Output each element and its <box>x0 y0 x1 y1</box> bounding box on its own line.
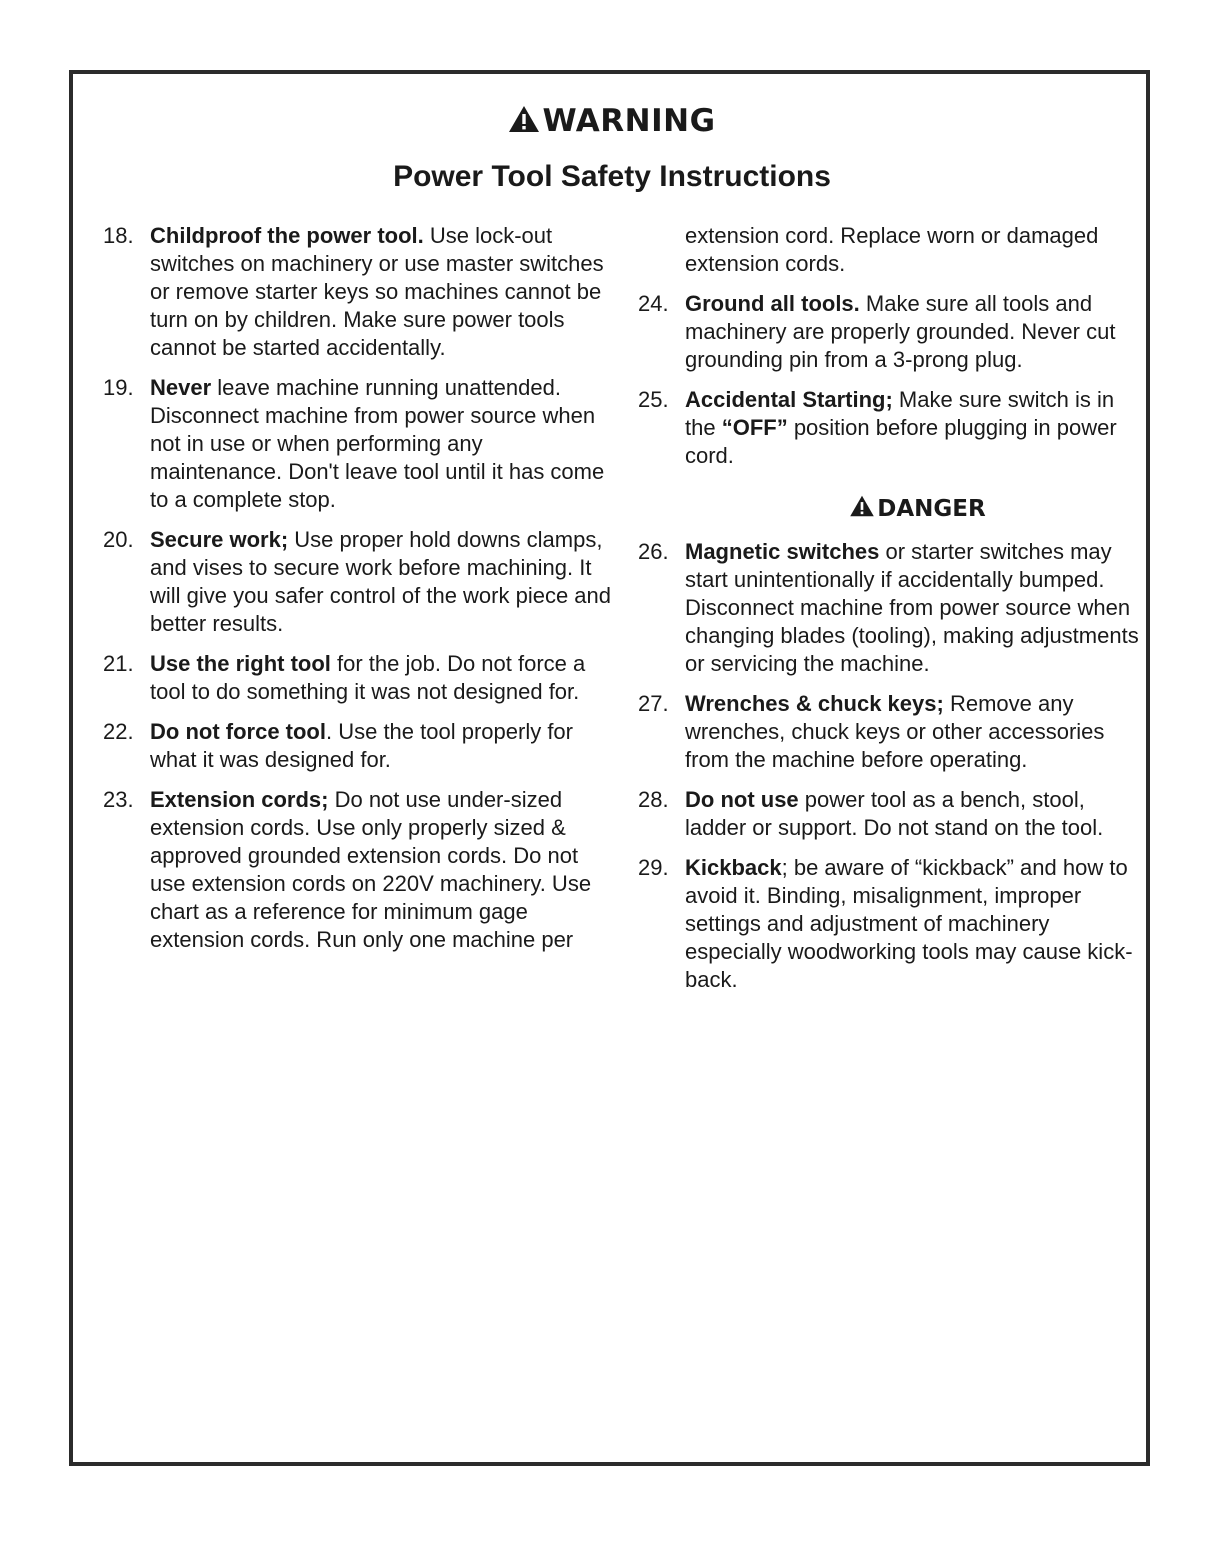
item-text: ; be aware of “kickback” and how to avoid it. Binding, misalignment, improper settings and adjustment of machinery especially woodworking tools may cause kick-back. <box>685 855 1133 992</box>
list-item <box>103 374 615 514</box>
item-text: . Use the tool properly for what it was designed for. <box>150 719 573 772</box>
warning-triangle-icon <box>508 105 540 133</box>
item-text: Remove any wrenches, chuck keys or other accessories from the machine before operating. <box>685 691 1105 772</box>
item-text: position before plugging in power cord. <box>685 415 1117 468</box>
item-lead: Do not use <box>685 787 799 812</box>
item-text: or starter switches may start unintentionally if accidentally bumped. Disconnect machine from power source when changing blades (tooling), making adjustments or servicing the machine. <box>685 539 1139 676</box>
item-number: 18. <box>103 223 134 248</box>
item-number: 20. <box>103 527 134 552</box>
list-item <box>638 386 1150 470</box>
item-text: Use proper hold downs clamps, and vises to secure work before machining. It will give you safer control of the work piece and better results. <box>150 527 612 636</box>
item-number: 24. <box>638 291 669 316</box>
item-text: for the job. Do not force a tool to do something it was not designed for. <box>150 651 586 704</box>
item-text: Make sure all tools and machinery are properly grounded. Never cut grounding pin from a 3-prong plug. <box>685 291 1116 372</box>
item-lead: Extension cords; <box>150 787 329 812</box>
item-lead: Childproof the power tool. <box>150 223 424 248</box>
danger-label: DANGER <box>877 496 986 522</box>
list-item <box>103 650 615 706</box>
page-title: Power Tool Safety Instructions <box>393 160 831 193</box>
item-lead: Magnetic switches <box>685 539 880 564</box>
item-lead: Never <box>150 375 212 400</box>
item-emphasis: “OFF” <box>721 415 788 440</box>
danger-heading <box>638 494 1150 524</box>
item-number: 29. <box>638 855 669 880</box>
item-number: 21. <box>103 651 134 676</box>
item-lead: Do not force tool <box>150 719 326 744</box>
list-item <box>103 786 615 954</box>
warning-heading <box>0 101 1224 141</box>
item-number: 28. <box>638 787 669 812</box>
list-item <box>103 718 615 774</box>
list-item <box>638 690 1150 774</box>
item-number: 25. <box>638 387 669 412</box>
list-item <box>103 222 615 362</box>
item-lead: Ground all tools. <box>685 291 860 316</box>
item-lead: Use the right tool <box>150 651 331 676</box>
list-item <box>638 786 1150 842</box>
item-text: Make sure switch is in the <box>685 387 1115 440</box>
list-item <box>638 290 1150 374</box>
list-item <box>103 526 615 638</box>
item-text: leave machine running unattended. Disconnect machine from power source when not in use or when performing any maintenance. Don't leave tool until it has come to a complete stop. <box>150 375 605 512</box>
item-number: 27. <box>638 691 669 716</box>
list-item <box>638 854 1150 994</box>
item-lead: Secure work; <box>150 527 289 552</box>
item-text: Use lock-out switches on machinery or use master switches or remove starter keys so machines cannot be turn on by children. Make sure power tools cannot be started accidentally. <box>150 223 604 360</box>
list-item <box>638 538 1150 678</box>
item-lead: Wrenches & chuck keys; <box>685 691 944 716</box>
item-number: 23. <box>103 787 134 812</box>
left-column <box>103 222 615 966</box>
item-number: 26. <box>638 539 669 564</box>
item-text: power tool as a bench, stool, ladder or support. Do not stand on the tool. <box>685 787 1104 840</box>
item-continuation: extension cord. Replace worn or damaged extension cords. <box>685 223 1099 276</box>
item-text: Do not use under-sized extension cords. Use only properly sized & approved grounded extension cords. Do not use extension cords on 220V machinery. Use chart as a reference for minimum gage extension cords. Run only one machine per <box>150 787 592 952</box>
warning-label: WARNING <box>542 103 716 139</box>
right-column <box>638 222 1150 1006</box>
item-lead: Kickback <box>685 855 782 880</box>
item-number: 22. <box>103 719 134 744</box>
item-number: 19. <box>103 375 134 400</box>
danger-triangle-icon <box>849 495 875 517</box>
item-lead: Accidental Starting; <box>685 387 893 412</box>
